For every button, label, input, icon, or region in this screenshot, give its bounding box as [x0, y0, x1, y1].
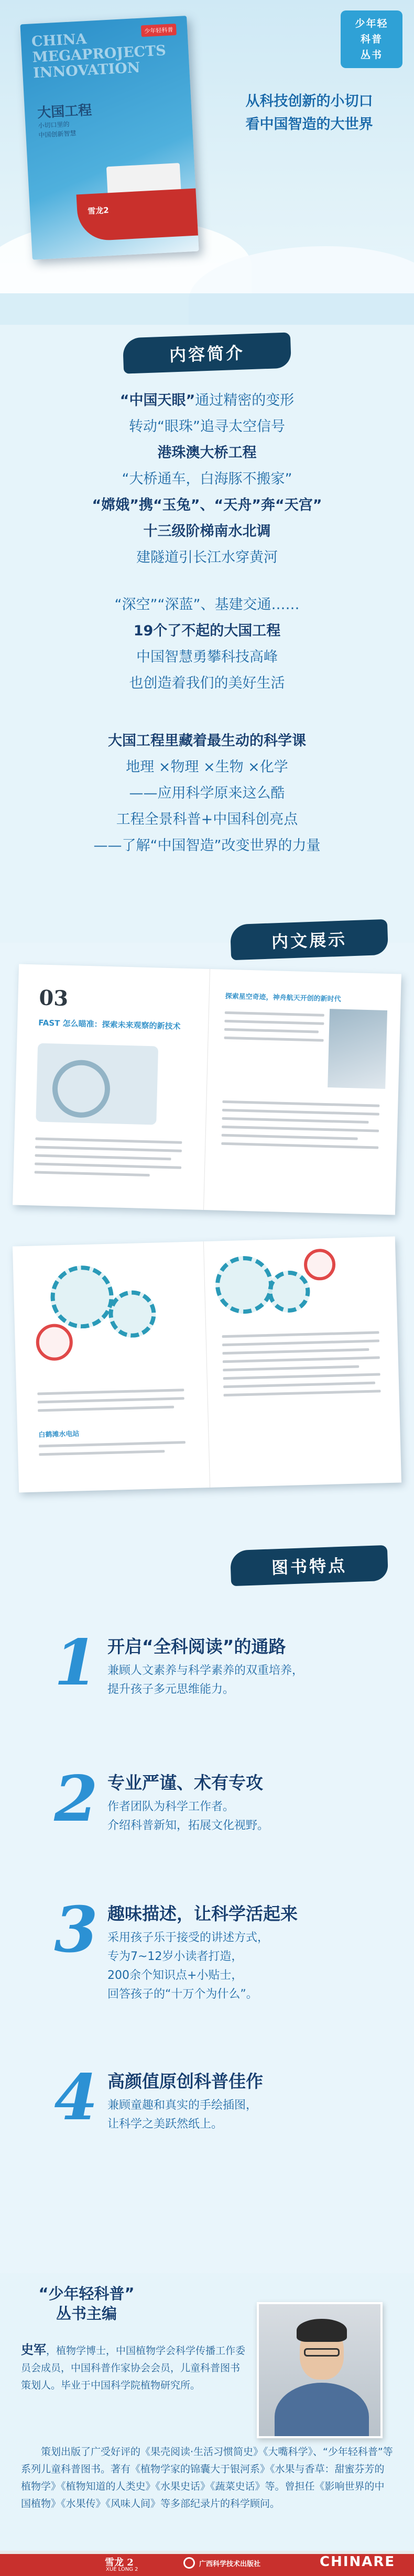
book-en-title: CHINA MEGAPROJECTS INNOVATION	[31, 31, 167, 82]
book-spread-1	[13, 964, 401, 1215]
intro-line: 转动“眼珠”追寻太空信号	[129, 419, 285, 435]
intro-line: 建隧道引长江水穿黄河	[136, 549, 278, 566]
feature-desc	[107, 2096, 380, 2134]
series-badge-line: 丛书	[360, 49, 383, 61]
feature-desc-line: 采用孩子乐于接受的讲述方式，	[107, 1931, 269, 1944]
feature-desc	[107, 1798, 380, 1835]
text-line	[38, 1406, 174, 1412]
editor-portrait	[257, 2302, 383, 2438]
text-line	[222, 1109, 379, 1116]
text-line	[35, 1137, 182, 1143]
text-line	[224, 1028, 319, 1033]
book-cn-subtitle	[38, 119, 77, 140]
wheel-icon	[303, 1249, 336, 1281]
section-heading-showcase: 内文展示	[230, 919, 388, 960]
series-badge-line: 科普	[360, 34, 383, 45]
feature-number: 3	[54, 1893, 98, 1967]
person-photo	[328, 1009, 387, 1089]
bottom-ship-banner	[0, 2551, 414, 2576]
intro-line: ——了解“中国智造”改变世界的力量	[93, 838, 321, 854]
tagline-line: 看中国智造的大世界	[245, 116, 373, 133]
intro-highlight: “中国天眼”	[119, 392, 195, 409]
ship-cn-name: 雪龙 2	[105, 2557, 134, 2568]
series-badge-line: 少年轻	[355, 18, 388, 29]
text-line	[223, 1365, 359, 1371]
intro-block-3	[21, 728, 393, 859]
feature-desc-line: 兼顾童趣和真实的手绘插图，	[107, 2099, 258, 2112]
text-line	[39, 1450, 165, 1456]
text-line	[222, 1117, 368, 1124]
book-spread-2	[13, 1237, 401, 1493]
intro-text: 通过精密的变形	[195, 392, 295, 409]
publisher-name: 广西科学技术出版社	[199, 2560, 261, 2568]
ship-en-name: XUE LONG 2	[106, 2567, 138, 2572]
publisher-logo-icon	[183, 2557, 195, 2569]
spread-page-right	[204, 1237, 401, 1488]
spread-page-left	[13, 964, 210, 1210]
portrait-body	[275, 2383, 369, 2438]
hero-tagline	[220, 90, 398, 136]
text-line	[223, 1390, 380, 1396]
text-line	[225, 1011, 324, 1017]
telescope-illustration	[36, 1043, 158, 1125]
spread-mini-title: 探索星空奇迹，神舟航天开创的新时代	[225, 992, 341, 1004]
editor-name: 史军	[21, 2342, 46, 2357]
gear-icon	[215, 1256, 274, 1315]
feature-desc-line: 兼顾人文素养与科学素养的双重培养，	[107, 1664, 304, 1677]
tagline-line: 从科技创新的小切口	[245, 93, 373, 109]
book-series-tag: 少年轻科普	[141, 24, 177, 37]
text-line	[223, 1356, 380, 1363]
feature-number: 1	[54, 1626, 98, 1700]
text-line	[221, 1142, 378, 1149]
text-line	[222, 1348, 369, 1355]
portrait-glasses	[304, 2348, 340, 2357]
chapter-title: FAST 怎么瞄准：探索未来观察的新技术	[38, 1018, 181, 1031]
text-line	[223, 1373, 380, 1380]
feature-title: 高颜值原创科普佳作	[107, 2071, 263, 2091]
feature-desc	[107, 1929, 380, 2004]
text-line	[224, 1020, 324, 1025]
text-line	[222, 1331, 379, 1338]
series-badge	[341, 10, 402, 68]
text-line	[37, 1389, 184, 1395]
intro-block-2	[21, 592, 393, 697]
text-line	[39, 1441, 186, 1447]
feature-desc	[107, 1661, 380, 1699]
intro-line: 地理 ×物理 ×生物 ×化学	[126, 759, 288, 775]
gear-icon	[267, 1270, 310, 1313]
intro-line: 大国工程里藏着最生动的科学课	[108, 733, 306, 749]
text-line	[224, 1037, 324, 1042]
text-line	[35, 1162, 181, 1169]
hero-banner	[0, 0, 414, 325]
editor-bio: 策划出版了广受好评的《果壳阅读·生活习惯简史》《大嘴科学》、“少年轻科普”等系列儿童科普图书。著有《植物学家的锦囊大于银河系》《水果与香草：甜蜜芬芳的植物学》《植物知道的人类史》《水果史话》《蔬菜史话》等。曾担任《影响世界的中国植物》《水果传》《风味人间》等多部纪录片的科学顾问。	[21, 2446, 393, 2509]
intro-line: 工程全景科普+中国科创亮点	[116, 811, 298, 828]
feature-number: 2	[54, 1762, 98, 1836]
portrait-hair	[297, 2319, 347, 2342]
feature-desc-line: 回答孩子的“十万个为什么”。	[107, 1988, 258, 2001]
intro-line	[21, 388, 393, 414]
book-subtitle-line: 小切口里的	[38, 120, 70, 130]
intro-line: “深空”“深蓝”、基建交通……	[114, 597, 300, 613]
ship-brand: CHINARE	[320, 2554, 396, 2570]
book-subtitle-line: 中国创新智慧	[38, 129, 77, 139]
intro-line: 也创造着我们的美好生活	[129, 675, 285, 691]
feature-desc-line: 专为7~12岁小读者打造，	[107, 1950, 243, 1963]
feature-desc-line: 作者团队为科学工作者。	[107, 1800, 235, 1813]
editor-bio-intro-text: ，植物学博士，中国植物学会科学传播工作委员会成员，中国科普作家协会会员，儿童科普图书策划人。毕业于中国科学院植物研究所。	[21, 2345, 246, 2391]
text-line	[222, 1339, 379, 1346]
feature-desc-line: 提升孩子多元思维能力。	[107, 1683, 235, 1696]
intro-line: ——应用科学原来这么酷	[129, 785, 285, 801]
feature-desc-line: 介绍科普新知，拓展文化视野。	[107, 1819, 269, 1832]
editor-heading	[21, 2284, 152, 2324]
spread-mini-title: 白鹤滩水电站	[38, 1430, 80, 1439]
text-line	[35, 1146, 182, 1152]
text-line	[223, 1382, 375, 1389]
book-ship-name: 雪龙2	[87, 205, 110, 216]
intro-line: 十三级阶梯南水北调	[143, 523, 271, 540]
water-strip	[0, 293, 414, 325]
feature-title: 趣味描述，让科学活起来	[107, 1903, 298, 1924]
gear-icon	[50, 1265, 114, 1329]
section-heading-features: 图书特点	[230, 1545, 388, 1586]
text-line	[222, 1134, 358, 1140]
text-line	[222, 1100, 379, 1107]
text-line	[35, 1154, 171, 1160]
intro-line: “嫦娥”携“玉兔”、“天舟”奔“天宫”	[92, 497, 322, 513]
book-cn-title: 大国工程	[37, 102, 93, 122]
text-line	[222, 1126, 379, 1132]
feature-title: 开启“全科阅读”的通路	[107, 1636, 286, 1657]
editor-heading-line: 丛书主编	[56, 2305, 117, 2322]
spread-page-right	[204, 969, 401, 1215]
feature-desc-line: 让科学之美跃然纸上。	[107, 2118, 223, 2131]
feature-title: 专业严谨、术有专攻	[107, 1773, 263, 1793]
intro-line: 19个了不起的大国工程	[133, 623, 281, 639]
intro-line: 中国智慧勇攀科技高峰	[136, 649, 278, 665]
text-line	[38, 1397, 184, 1403]
editor-heading-line: “少年轻科普”	[38, 2285, 135, 2303]
wheel-icon	[36, 1324, 73, 1361]
feature-desc-line: 200余个知识点+小贴士，	[107, 1969, 243, 1982]
editor-bio-intro	[21, 2341, 246, 2394]
intro-line: 港珠澳大桥工程	[157, 445, 257, 461]
book-cover	[20, 16, 199, 260]
text-line	[35, 1171, 150, 1176]
spread-page-left	[13, 1241, 210, 1492]
gear-icon	[108, 1290, 156, 1338]
feature-number: 4	[54, 2061, 98, 2134]
intro-line: “大桥通车，白海豚不搬家”	[122, 471, 292, 487]
chapter-number: 03	[38, 985, 69, 1011]
section-heading-intro: 内容简介	[123, 332, 291, 373]
intro-block-1	[21, 388, 393, 571]
